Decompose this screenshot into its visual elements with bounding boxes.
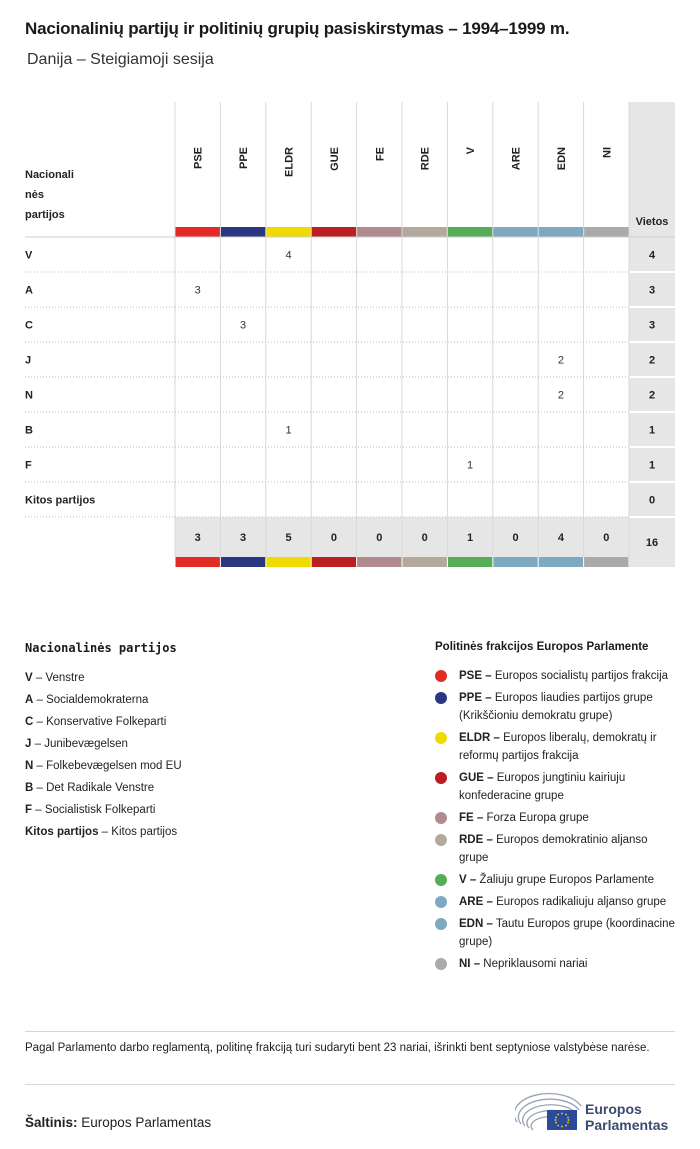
group-legend-item — [435, 667, 680, 685]
cell-value: 4 — [285, 249, 292, 262]
party-legend-item: Kitos partijos – Kitos partijos — [25, 826, 178, 838]
party-name: Junibevægelsen — [44, 738, 128, 750]
color-bar-top-are — [493, 227, 537, 237]
party-name: Konservative Folkeparti — [46, 716, 167, 728]
party-name: Socialistisk Folkeparti — [44, 804, 156, 816]
cell-value: 1 — [467, 459, 474, 472]
row-total: 2 — [648, 354, 656, 367]
group-abbr: PSE – — [459, 670, 492, 682]
row-label: B — [25, 424, 33, 437]
color-bar-bottom-rde — [403, 557, 447, 567]
rules-note: Pagal Parlamento darbo reglamentą, politinę frakciją turi sudaryti bent 23 nariai, išrinkti bent septyniose valstybėse narėse. — [25, 1042, 650, 1054]
party-abbr: B — [25, 782, 34, 794]
party-name: Kitos partijos — [111, 826, 178, 838]
column-total: 0 — [376, 532, 383, 544]
group-legend-item — [435, 893, 680, 911]
party-legend-item: A – Socialdemokraterna — [25, 694, 149, 706]
group-name: Europos radikaliuju aljanso grupe — [496, 896, 667, 908]
group-abbr: FE – — [459, 812, 484, 824]
column-total: 4 — [557, 532, 564, 544]
row-label: Kitos partijos — [25, 494, 96, 507]
group-color-dot-icon — [435, 874, 447, 886]
source-value: Europos Parlamentas — [81, 1115, 212, 1130]
column-total: 1 — [467, 532, 474, 544]
column-header-pse: PSE — [192, 147, 205, 170]
group-color-dot-icon — [435, 670, 447, 682]
column-total: 3 — [194, 532, 201, 544]
row-label: V — [25, 249, 33, 262]
color-bar-bottom-eldr — [266, 557, 310, 567]
row-label: F — [25, 459, 32, 472]
color-bar-bottom-v — [448, 557, 492, 567]
color-bar-top-ni — [584, 227, 628, 237]
party-name: Socialdemokraterna — [46, 694, 149, 706]
color-bar-top-ppe — [221, 227, 265, 237]
column-header-ni: NI — [601, 147, 614, 158]
note-divider — [25, 1031, 675, 1032]
page-title: Nacionalinių partijų ir politinių grupių pasiskirstymas – 1994–1999 m. — [25, 19, 570, 38]
party-legend-item: B – Det Radikale Venstre — [25, 782, 155, 794]
group-color-dot-icon — [435, 732, 447, 744]
party-abbr: F — [25, 804, 33, 816]
color-bar-top-rde — [403, 227, 447, 237]
group-color-dot-icon — [435, 812, 447, 824]
cell-value: 3 — [194, 284, 201, 297]
group-abbr: V – — [459, 874, 477, 886]
group-abbr: RDE – — [459, 834, 493, 846]
party-abbr: A — [25, 694, 34, 706]
group-abbr: EDN – — [459, 918, 493, 930]
color-bar-bottom-gue — [312, 557, 356, 567]
group-abbr: NI – — [459, 958, 481, 970]
group-color-dot-icon — [435, 918, 447, 930]
column-header-fe: FE — [374, 147, 387, 162]
national-parties-list — [25, 667, 385, 843]
row-total: 0 — [648, 494, 656, 507]
group-legend-item — [435, 689, 680, 725]
column-total: 0 — [330, 532, 337, 544]
row-total: 1 — [648, 459, 656, 472]
color-bar-bottom-are — [493, 557, 537, 567]
color-bar-bottom-edn — [539, 557, 583, 567]
group-color-dot-icon — [435, 958, 447, 970]
party-name: Venstre — [45, 672, 85, 684]
party-legend-item: N – Folkebevægelsen mod EU — [25, 760, 182, 772]
row-total: 2 — [648, 389, 656, 402]
party-legend-item: C – Konservative Folkeparti — [25, 716, 167, 728]
source-divider — [25, 1084, 675, 1085]
political-groups-heading: Politinės frakcijos Europos Parlamente — [435, 641, 649, 653]
group-abbr: ELDR – — [459, 732, 500, 744]
row-header-label: Nacionali — [25, 169, 74, 181]
column-header-eldr: ELDR — [283, 147, 296, 177]
color-bar-bottom-pse — [176, 557, 220, 567]
political-groups-list — [435, 667, 680, 973]
group-abbr: PPE – — [459, 692, 492, 704]
party-legend-item: V – Venstre — [25, 672, 85, 684]
group-legend-item — [435, 809, 680, 827]
group-name: Tautu Europos grupe (koordinacine grupe) — [459, 918, 675, 948]
party-name: Det Radikale Venstre — [46, 782, 155, 794]
row-label: A — [25, 284, 33, 297]
group-legend-item — [435, 769, 680, 805]
column-header-rde: RDE — [419, 147, 432, 171]
party-abbr: Kitos partijos — [25, 826, 99, 838]
group-color-dot-icon — [435, 772, 447, 784]
group-name: Europos socialistų partijos frakcija — [494, 670, 669, 682]
national-parties-heading: Nacionalinės partijos — [25, 641, 177, 655]
color-bar-top-v — [448, 227, 492, 237]
color-bar-top-pse — [176, 227, 220, 237]
column-header-gue: GUE — [328, 147, 341, 171]
cell-value: 3 — [240, 319, 247, 332]
group-legend-item — [435, 831, 680, 867]
color-bar-top-fe — [357, 227, 401, 237]
column-header-ppe: PPE — [238, 147, 251, 170]
page-subtitle: Danija – Steigiamoji sesija — [27, 51, 214, 68]
group-name: Žaliuju grupe Europos Parlamente — [479, 874, 654, 886]
national-parties-legend — [25, 641, 385, 843]
column-total: 0 — [512, 532, 519, 544]
cell-value: 2 — [557, 354, 564, 367]
color-bar-top-eldr — [266, 227, 310, 237]
cell-value: 1 — [285, 424, 292, 437]
political-groups-legend — [435, 641, 680, 977]
cell-value: 2 — [557, 389, 564, 402]
column-header-are: ARE — [510, 147, 523, 171]
group-legend-item — [435, 729, 680, 765]
party-abbr: J — [25, 738, 32, 750]
party-name: Folkebevægelsen mod EU — [46, 760, 182, 772]
group-color-dot-icon — [435, 896, 447, 908]
group-color-dot-icon — [435, 834, 447, 846]
party-abbr: N — [25, 760, 34, 772]
color-bar-top-gue — [312, 227, 356, 237]
group-name: Europos jungtiniu kairiuju konfederacine grupe — [459, 772, 626, 802]
group-name: Nepriklausomi nariai — [483, 958, 588, 970]
grand-total: 16 — [645, 537, 659, 549]
logo-line-1: Europos — [585, 1101, 642, 1117]
group-name: Europos liberalų, demokratų ir reformų partijos frakcija — [459, 732, 657, 762]
group-legend-item — [435, 915, 680, 951]
column-total: 0 — [421, 532, 428, 544]
row-total: 4 — [648, 249, 656, 262]
row-header-label: nės — [25, 189, 44, 201]
row-total: 3 — [648, 284, 656, 297]
group-name: Europos demokratinio aljanso grupe — [459, 834, 648, 864]
column-header-edn: EDN — [555, 147, 568, 171]
logo-line-2: Parlamentas — [585, 1117, 669, 1133]
row-header-label: partijos — [25, 209, 65, 221]
column-total: 5 — [285, 532, 292, 544]
row-label: C — [25, 319, 33, 332]
color-bar-bottom-fe — [357, 557, 401, 567]
color-bar-bottom-ppe — [221, 557, 265, 567]
row-total: 1 — [648, 424, 656, 437]
party-legend-item: F – Socialistisk Folkeparti — [25, 804, 156, 816]
party-abbr: V — [25, 672, 33, 684]
column-total: 3 — [240, 532, 247, 544]
group-legend-item — [435, 955, 680, 973]
source-line — [25, 1115, 211, 1130]
logo-text — [585, 1101, 668, 1133]
row-label: J — [25, 354, 32, 367]
row-label: N — [25, 389, 33, 402]
group-legend-item — [435, 871, 680, 889]
party-legend-item: J – Junibevægelsen — [25, 738, 128, 750]
source-label: Šaltinis: — [25, 1115, 78, 1130]
group-name: Forza Europa grupe — [486, 812, 589, 824]
party-abbr: C — [25, 716, 34, 728]
group-name: Europos liaudies partijos grupe (Krikščioniu demokratu grupe) — [459, 692, 653, 722]
column-total: 0 — [603, 532, 610, 544]
column-header-v: V — [465, 147, 478, 155]
color-bar-top-edn — [539, 227, 583, 237]
total-header-label: Vietos — [635, 216, 669, 228]
group-color-dot-icon — [435, 692, 447, 704]
row-total: 3 — [648, 319, 656, 332]
group-abbr: ARE – — [459, 896, 493, 908]
color-bar-bottom-ni — [584, 557, 628, 567]
group-abbr: GUE – — [459, 772, 494, 784]
